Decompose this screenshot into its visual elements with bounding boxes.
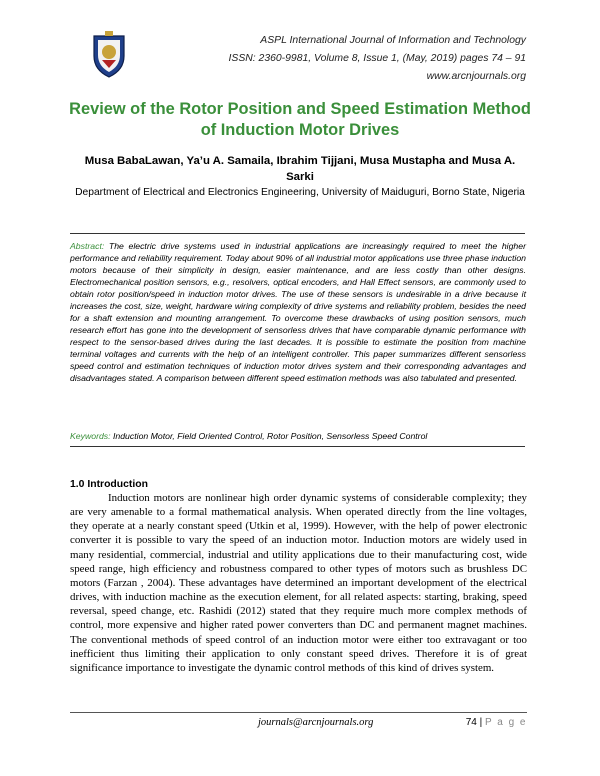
affiliation: Department of Electrical and Electronics Engineering, University of Maiduguri, Borno State, Nigeria [75,187,525,198]
issn-line: ISSN: 2360-9981, Volume 8, Issue 1, (May, 2019) pages 74 – 91 [228,53,526,64]
section-heading-introduction: 1.0 Introduction [70,479,148,490]
journal-header [229,32,526,86]
keywords-bottom-divider [70,446,525,447]
abstract [70,240,526,384]
introduction-paragraph: Induction motors are nonlinear high order dynamic systems of considerable complexity; they are very amenable to a formal mathematical analysis. When operated directly from the line voltages, they operate at a nearly constant speed (Utkin et al, 1999). However, with the help of power electronic converter it is possible to vary the speed of an induction motor. Induction motors are widely used in many residential, commercial, industrial and utility applications due to their manufacturing cost, wide speed range, high efficiency and robustness compared to other types of motors such as brushless DC motors (Farzan , 2004). These advantages have determined an important development of the electrical drives, with induction machine as the execution element, for all related aspects: starting, braking, speed reversal, speed change, etc. Rashidi (2012) stated that they require much more complex methods of control, more expensive and higher rated power converters than DC and permanent magnet machines. The conventional methods of speed control of an induction motor were either too extravagant or too inefficient thus limiting their application to only constant speed drives. Therefore it is of great significance importance to investigate the dynamic control methods of this kind of drives system. [70,492,527,674]
abstract-top-divider [70,233,525,234]
page-number: 74 [465,717,477,728]
journal-crest-logo [90,30,128,80]
footer-email[interactable]: journals@arcnjournals.org [258,717,374,728]
keywords [70,430,526,442]
page-separator: | [479,717,483,728]
paper-title: Review of the Rotor Position and Speed Estimation Method of Induction Motor Drives [69,100,531,139]
page-label: P a g e [484,717,527,728]
journal-name: ASPL International Journal of Information and Technology [260,35,526,46]
author-list: Musa BabaLawan, Ya’u A. Samaila, Ibrahim Tijjani, Musa Mustapha and Musa A. Sarki [84,155,516,183]
abstract-label: Abstract: [70,241,105,251]
footer-page-indicator [466,717,527,728]
footer-divider [70,712,527,713]
journal-website[interactable]: www.arcnjournals.org [426,71,526,82]
keywords-text: Induction Motor, Field Oriented Control, Rotor Position, Sensorless Speed Control [112,431,428,441]
keywords-label: Keywords: [70,431,111,441]
abstract-text: The electric drive systems used in industrial applications are increasingly required to meet the higher performance and reliability requirement. Today about 90% of all industrial motor applications use three phase induction motors because of their simplicity in design, easier maintenance, and are less costly than other designs. Electromechanical position sensors, e.g., resolvers, optical encoders, and Hall Effect sensors, are commonly used to obtain rotor position/speed in induction motor drives. The use of these sensors is undesirable in a drive because it increases the cost, size, weight, hardware wiring complexity of drive systems and reliability problem, besides the need for a shaft extension and mounting arrangement. To overcome these drawbacks of using position sensors, much research effort has gone into the development of sensorless drives that have comparable dynamic performance with respect to the sensor-based drives during the last decades. It is possible to estimate the position from machine terminal voltages and currents with the help of an intelligent controller. This paper summarizes different sensorless speed control and estimation techniques of induction motor drives system and their corresponding advantages and disadvantages stated. A comparison between different speed estimation methods was also tabulated and presented. [70,241,526,383]
